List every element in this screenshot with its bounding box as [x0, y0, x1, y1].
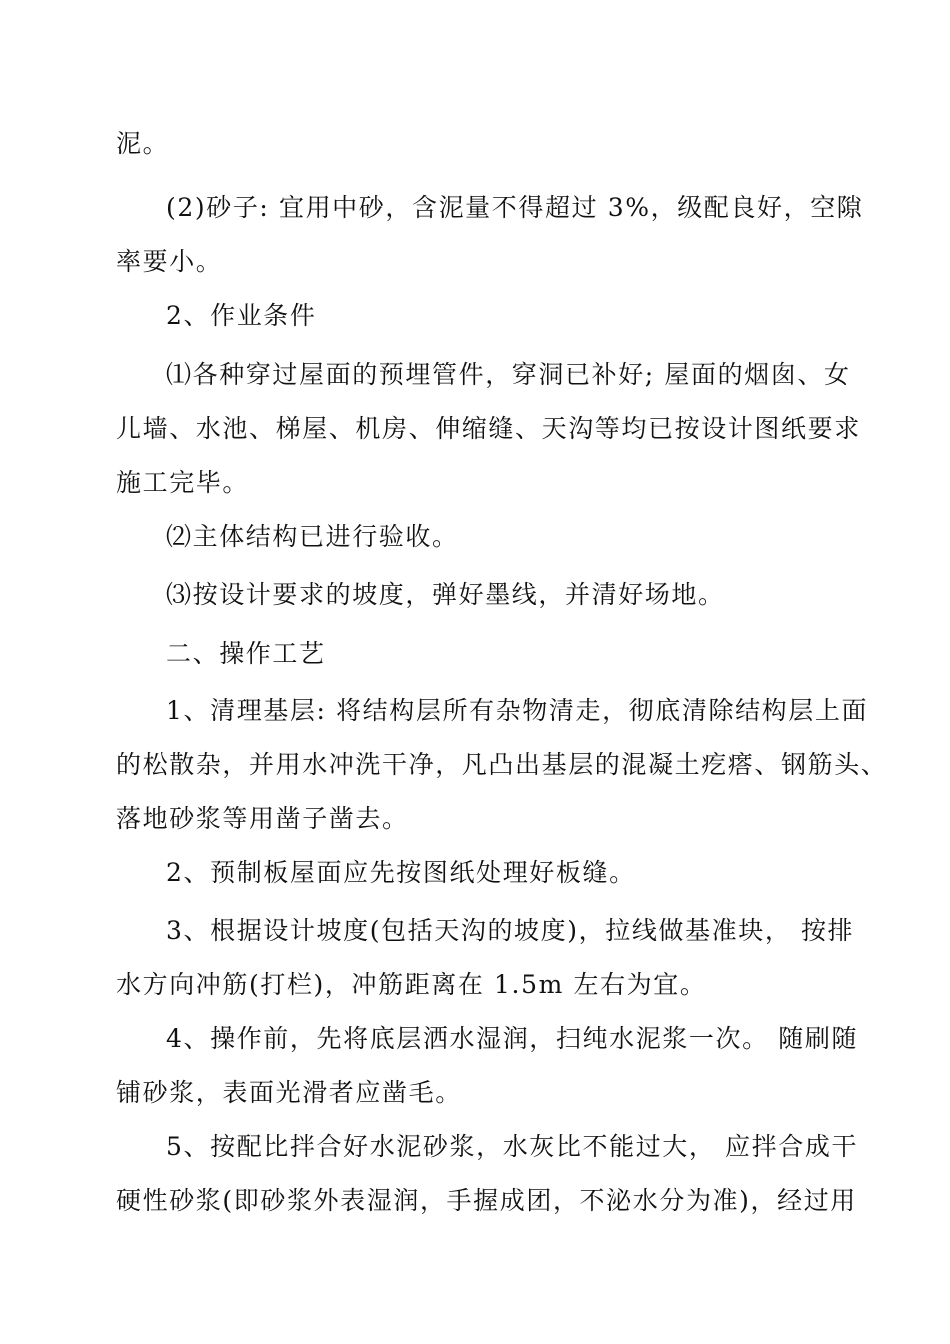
- paragraph-step-1: [116, 684, 888, 846]
- text-line: ⑵主体结构已进行验收。: [166, 522, 459, 551]
- text-line: 5、按配比拌合好水泥砂浆，水灰比不能过大， 应拌合成干: [166, 1132, 859, 1161]
- paragraph-sand-requirements: [116, 181, 864, 289]
- text-line: 铺砂浆，表面光滑者应凿毛。: [116, 1078, 462, 1107]
- paragraph-step-4: [116, 1012, 859, 1120]
- paragraph-condition-3: [116, 568, 836, 622]
- text-line: 的松散杂，并用水冲洗干净，凡凸出基层的混凝土疙瘩、钢筋头、: [116, 750, 888, 779]
- section-heading-operation-process: [116, 627, 836, 681]
- text-line: 1、清理基层: 将结构层所有杂物清走，彻底清除结构层上面: [166, 696, 869, 725]
- text-line: 二、操作工艺: [166, 639, 326, 668]
- text-line: 率要小。: [116, 247, 223, 276]
- text-line: 泥。: [116, 129, 170, 158]
- paragraph-continuation: [116, 117, 836, 171]
- paragraph-step-5: [116, 1120, 859, 1228]
- paragraph-condition-1: [116, 348, 861, 510]
- text-line: 施工完毕。: [116, 468, 250, 497]
- paragraph-step-2: [116, 846, 836, 900]
- text-line: ⑴各种穿过屋面的预埋管件，穿洞已补好; 屋面的烟囱、女: [166, 360, 851, 389]
- paragraph-step-3: [116, 904, 855, 1012]
- section-heading-work-conditions: [116, 289, 836, 343]
- text-line: (2)砂子: 宜用中砂，含泥量不得超过 3%，级配良好，空隙: [166, 193, 864, 222]
- text-line: 落地砂浆等用凿子凿去。: [116, 804, 409, 833]
- text-line: 2、作业条件: [166, 301, 317, 330]
- text-line: 儿墙、水池、梯屋、机房、伸缩缝、天沟等均已按设计图纸要求: [116, 414, 861, 443]
- text-line: 2、预制板屋面应先按图纸处理好板缝。: [166, 858, 636, 887]
- text-line: 4、操作前，先将底层洒水湿润，扫纯水泥浆一次。 随刷随: [166, 1024, 859, 1053]
- paragraph-condition-2: [116, 510, 836, 564]
- text-line: 水方向冲筋(打栏)，冲筋距离在 1.5m 左右为宜。: [116, 970, 707, 999]
- text-line: 3、根据设计坡度(包括天沟的坡度)，拉线做基准块， 按排: [166, 916, 855, 945]
- text-line: 硬性砂浆(即砂浆外表湿润，手握成团，不泌水分为准)，经过用: [116, 1186, 857, 1215]
- text-line: ⑶按设计要求的坡度，弹好墨线，并清好场地。: [166, 580, 725, 609]
